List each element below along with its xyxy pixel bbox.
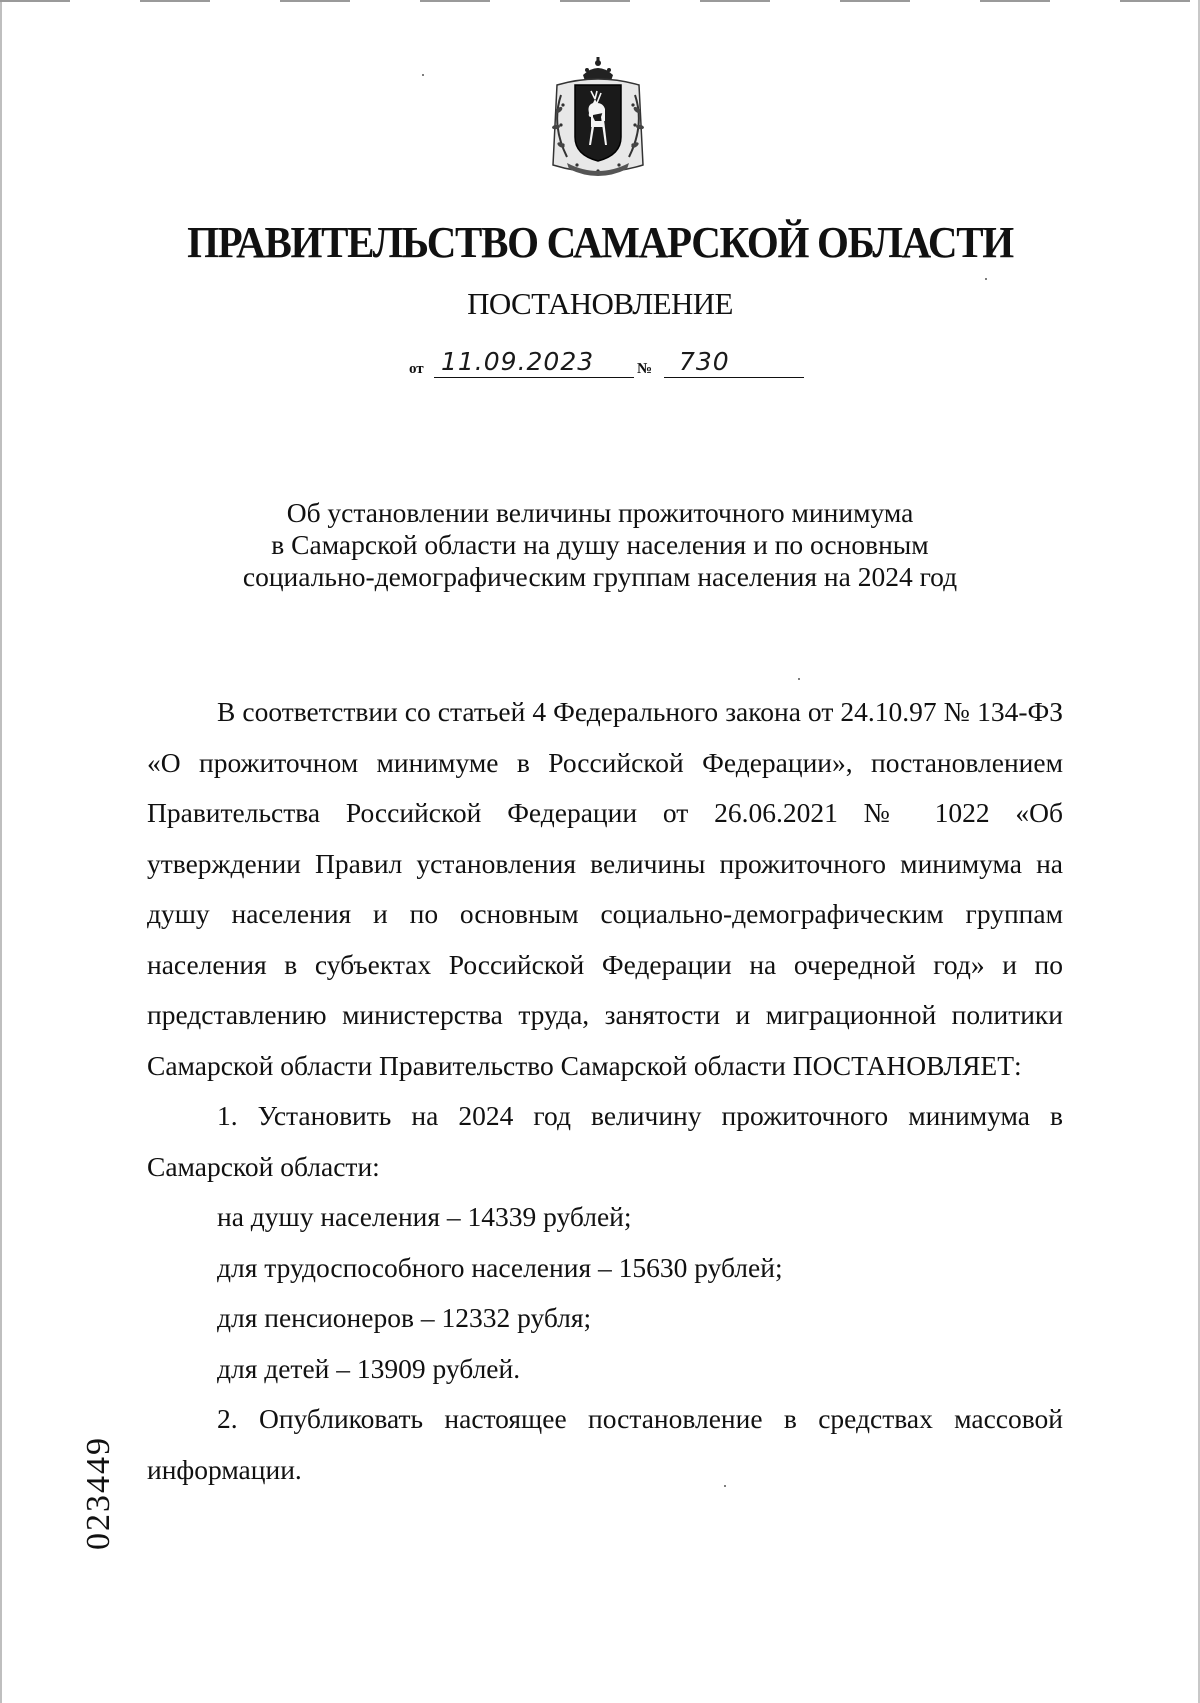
samara-coat-of-arms-icon <box>537 55 659 183</box>
date-label: от <box>409 361 424 377</box>
item-2: 2. Опубликовать настоящее постановление в средствах массовой информации. <box>147 1403 1063 1485</box>
title-line: Об установлении величины прожиточного минимума <box>286 497 914 528</box>
value-children: для детей – 13909 рублей. <box>217 1352 521 1384</box>
value-working-age: для трудоспособного населения – 15630 рублей; <box>217 1251 783 1283</box>
scan-edge <box>0 0 1200 2</box>
resolution-body <box>147 687 1063 1495</box>
preamble-paragraph <box>147 687 1063 1091</box>
date-number-line <box>409 348 809 388</box>
government-heading: ПРАВИТЕЛЬСТВО САМАРСКОЙ ОБЛАСТИ <box>187 217 1013 267</box>
scan-speck <box>422 74 424 76</box>
title-line: социально-демографическим группам населения на 2024 год <box>242 561 958 592</box>
scan-speck <box>798 678 800 680</box>
scan-speck <box>724 1485 726 1487</box>
resolution-title <box>0 497 1200 593</box>
document-type: ПОСТАНОВЛЕНИЕ <box>467 286 733 321</box>
resolves-word: ПОСТАНОВЛЯЕТ: <box>792 1049 1022 1081</box>
number-label: № <box>637 361 653 377</box>
handwritten-number: 730 <box>679 347 730 376</box>
value-per-capita: на душу населения – 14339 рублей; <box>217 1201 632 1232</box>
title-line: в Самарской области на душу населения и по основным <box>271 529 929 560</box>
preamble-text: В соответствии со статьей 4 Федерального закона от 24.10.97 № 134-ФЗ «О прожиточном минимуме в Российской Федерации», постановлением Правительства Российской Федерации от 26.06.2021 № 1022 «Об утверждении Правил установления величины прожиточного минимума на душу населения и по основным социально-демографическим группам населения в субъектах Российской Федерации на очередной год» и по представлению министерства труда, занятости и миграционной политики Самарской области Правительство Самарской области <box>147 696 1063 1081</box>
side-serial-number: 023449 <box>80 1436 117 1550</box>
value-pensioners: для пенсионеров – 12332 рубля; <box>217 1302 592 1333</box>
scan-speck <box>985 278 987 280</box>
handwritten-date: 11.09.2023 <box>441 347 595 376</box>
item-1: 1. Установить на 2024 год величину прожиточного минимума в Самарской области: <box>147 1100 1063 1182</box>
